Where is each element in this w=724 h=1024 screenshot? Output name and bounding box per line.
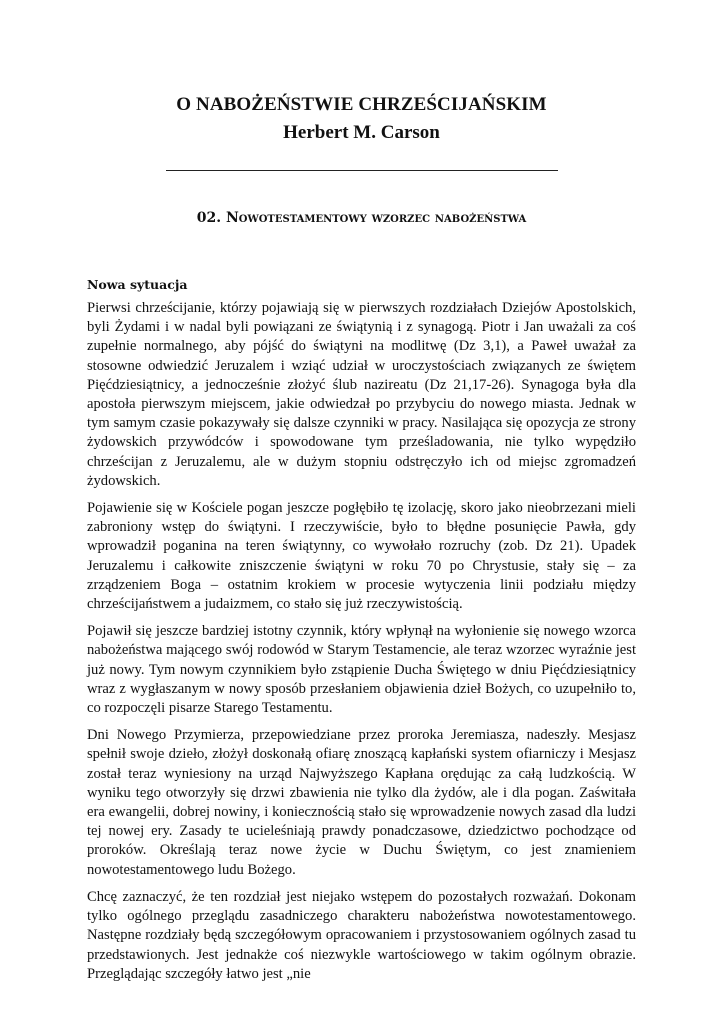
chapter-heading: [87, 209, 636, 227]
paragraph-1: Pierwsi chrześcijanie, którzy pojawiają się w pierwszych rozdziałach Dziejów Apostolskich, byli Żydami i w nadal byli powiązani ze świątynią i z synagogą. Piotr i Jan uważali za coś zupełnie normalnego, aby pójść do świątyni na modlitwę (Dz 3,1), a Paweł uważał za stosowne odwiedzić Jeruzalem i wziąć udział w uroczystościach związanych ze świętem Pięćdziesiątnicy, a jednocześnie złożyć ślub nazireatu (Dz 21,17-26). Synagoga była dla apostoła pierwszym miejscem, jakie odwiedzał po przybyciu do nowego miasta. Jednak w tym samym czasie pokazywały się dalsze czynniki w pracy. Nasilająca się opozycja ze strony żydowskich przywódców i spowodowane tym prześladowania, nie tylko wypędziło chrześcijan z Jeruzalemu, ale w dużym stopniu odstręczyło ich od miejsc zgromadzeń żydowskich.: [87, 300, 636, 489]
paragraph-4: Dni Nowego Przymierza, przepowiedziane przez proroka Jeremiasza, nadeszły. Mesjasz spełnił swoje dzieło, złożył doskonałą ofiarę znoszącą kapłański system ofiarniczy i Mesjasz został teraz wyniesiony na urząd Najwyższego Kapłana orędując za całą ludzkością. W wyniku tego otworzyły się drzwi zbawienia nie tylko dla żydów, ale i dla pogan. Zaświtała era ewangelii, dobrej nowiny, i koniecznością stało się wprowadzenie nowych zasad dla ludzi tej nowej ery. Zasady te ucieleśniają prawdy ponadczasowe, dziedzictwo pochodzące od proroków. Określają teraz nowe życie w Duchu Świętym, co jest znamieniem nowotestamentowego ludu Bożego.: [87, 727, 636, 878]
paragraph-2: Pojawienie się w Kościele pogan jeszcze pogłębiło tę izolację, skoro jako nieobrzezani mieli zabroniony wstęp do świątyni. I rzeczywiście, było to błędne posunięcie Pawła, gdy wprowadził poganina na teren świątynny, co wywołało rozruchy (zob. Dz 21). Upadek Jeruzalemu i całkowite zniszczenie świątyni w roku 70 po Chrystusie, stały się – za zrządzeniem Boga – ostatnim krokiem w procesie wytyczenia linii podziału między chrześcijaństwem a judaizmem, co stało się już rzeczywistością.: [87, 500, 636, 613]
paragraph-3: Pojawił się jeszcze bardziej istotny czynnik, który wpłynął na wyłonienie się nowego wzorca nabożeństwa mającego swój rodowód w Starym Testamencie, ale teraz wzorzec wyraźnie jest już nowy. Tym nowym czynnikiem było zstąpienie Ducha Świętego w dniu Pięćdziesiątnicy wraz z wygłaszanym w nowy sposób przesłaniem objawienia dzieł Bożych, co uzupełniło to, co rozpoczęli pisarze Starego Testamentu.: [87, 623, 636, 717]
document-title: O NABOŻEŃSTWIE CHRZEŚCIJAŃSKIM: [176, 94, 547, 115]
document-author: Herbert M. Carson: [283, 122, 440, 143]
chapter-title: Nowotestamentowy wzorzec nabożeństwa: [225, 210, 527, 226]
chapter-number: 02.: [196, 210, 222, 226]
title-divider: [166, 170, 558, 171]
paragraph-5: Chcę zaznaczyć, że ten rozdział jest niejako wstępem do pozostałych rozważań. Dokonam tylko ogólnego przeglądu zasadniczego charakteru nabożeństwa nowotestamentowego. Następne rozdziały będą szczegółowym opracowaniem i przystosowaniem ogólnych zasad tu przedstawionych. Jest jednakże coś niezwykle wartościowego w takim ogólnym obrazie. Przeglądając szczegóły łatwo jest „nie: [87, 888, 636, 982]
section-heading: Nowa sytuacja: [87, 277, 188, 292]
